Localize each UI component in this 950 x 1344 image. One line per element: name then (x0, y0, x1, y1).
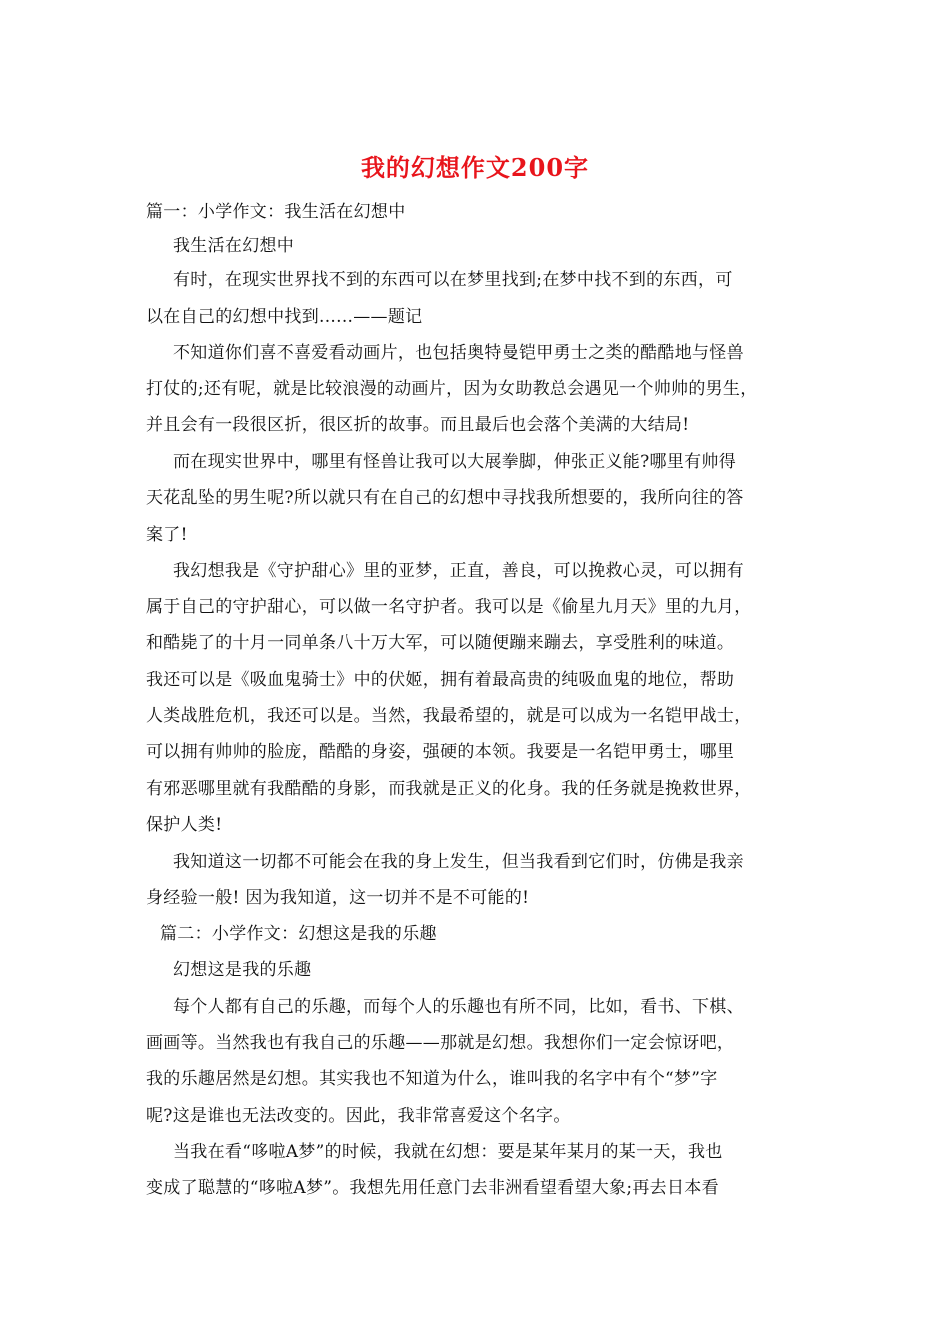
paragraph-line: 画画等。当然我也有我自己的乐趣——那就是幻想。我想你们一定会惊讶吧， (146, 1033, 735, 1053)
section-heading-2: 篇二：小学作文：幻想这是我的乐趣 (160, 924, 437, 944)
paragraph-line: 我知道这一切都不可能会在我的身上发生，但当我看到它们时，仿佛是我亲 (173, 852, 744, 872)
paragraph-line: 打仗的;还有呢，就是比较浪漫的动画片，因为女助教总会遇见一个帅帅的男生， (146, 379, 758, 399)
paragraph-line: 每个人都有自己的乐趣，而每个人的乐趣也有所不同，比如，看书、下棋、 (173, 997, 744, 1017)
paragraph-line: 我还可以是《吸血鬼骑士》中的伏姬，拥有着最高贵的纯吸血鬼的地位，帮助 (146, 670, 735, 690)
paragraph-line: 天花乱坠的男生呢?所以就只有在自己的幻想中寻找我所想要的，我所向往的答 (146, 488, 744, 508)
essay-title-2: 幻想这是我的乐趣 (173, 960, 312, 980)
paragraph-line: 案了! (146, 525, 188, 545)
paragraph-line: 我的乐趣居然是幻想。其实我也不知道为什么，谁叫我的名字中有个“梦”字 (146, 1069, 718, 1089)
section-heading-1: 篇一：小学作文：我生活在幻想中 (146, 202, 406, 222)
paragraph-line: 我幻想我是《守护甜心》里的亚梦，正直，善良，可以挽救心灵，可以拥有 (173, 561, 744, 581)
paragraph-line: 和酷毙了的十月一同单条八十万大军，可以随便蹦来蹦去，享受胜利的味道。 (146, 633, 735, 653)
paragraph-line: 并且会有一段很区折，很区折的故事。而且最后也会落个美满的大结局! (146, 415, 690, 435)
paragraph-line: 身经验一般! 因为我知道，这一切并不是不可能的! (146, 888, 530, 908)
paragraph-line: 不知道你们喜不喜爱看动画片，也包括奥特曼铠甲勇士之类的酷酷地与怪兽 (173, 343, 744, 363)
paragraph-line: 人类战胜危机，我还可以是。当然，我最希望的，就是可以成为一名铠甲战士， (146, 706, 752, 726)
paragraph-line: 有时，在现实世界找不到的东西可以在梦里找到;在梦中找不到的东西，可 (173, 270, 733, 290)
document-title: 我的幻想作文200字 (360, 153, 590, 182)
paragraph-line: 属于自己的守护甜心，可以做一名守护者。我可以是《偷星九月天》里的九月， (146, 597, 752, 617)
paragraph-line: 以在自己的幻想中找到......——题记 (146, 307, 423, 327)
paragraph-line: 呢?这是谁也无法改变的。因此，我非常喜爱这个名字。 (146, 1106, 571, 1126)
essay-title-1: 我生活在幻想中 (173, 236, 295, 256)
paragraph-line: 保护人类! (146, 815, 223, 835)
paragraph-line: 有邪恶哪里就有我酷酷的身影，而我就是正义的化身。我的任务就是挽救世界， (146, 779, 752, 799)
paragraph-line: 当我在看“哆啦A梦”的时候，我就在幻想：要是某年某月的某一天，我也 (173, 1142, 723, 1162)
paragraph-line: 变成了聪慧的“哆啦A梦”。我想先用任意门去非洲看望看望大象;再去日本看 (146, 1178, 719, 1198)
paragraph-line: 可以拥有帅帅的脸庞，酷酷的身姿，强硬的本领。我要是一名铠甲勇士，哪里 (146, 742, 735, 762)
paragraph-line: 而在现实世界中，哪里有怪兽让我可以大展拳脚，伸张正义能?哪里有帅得 (173, 452, 737, 472)
